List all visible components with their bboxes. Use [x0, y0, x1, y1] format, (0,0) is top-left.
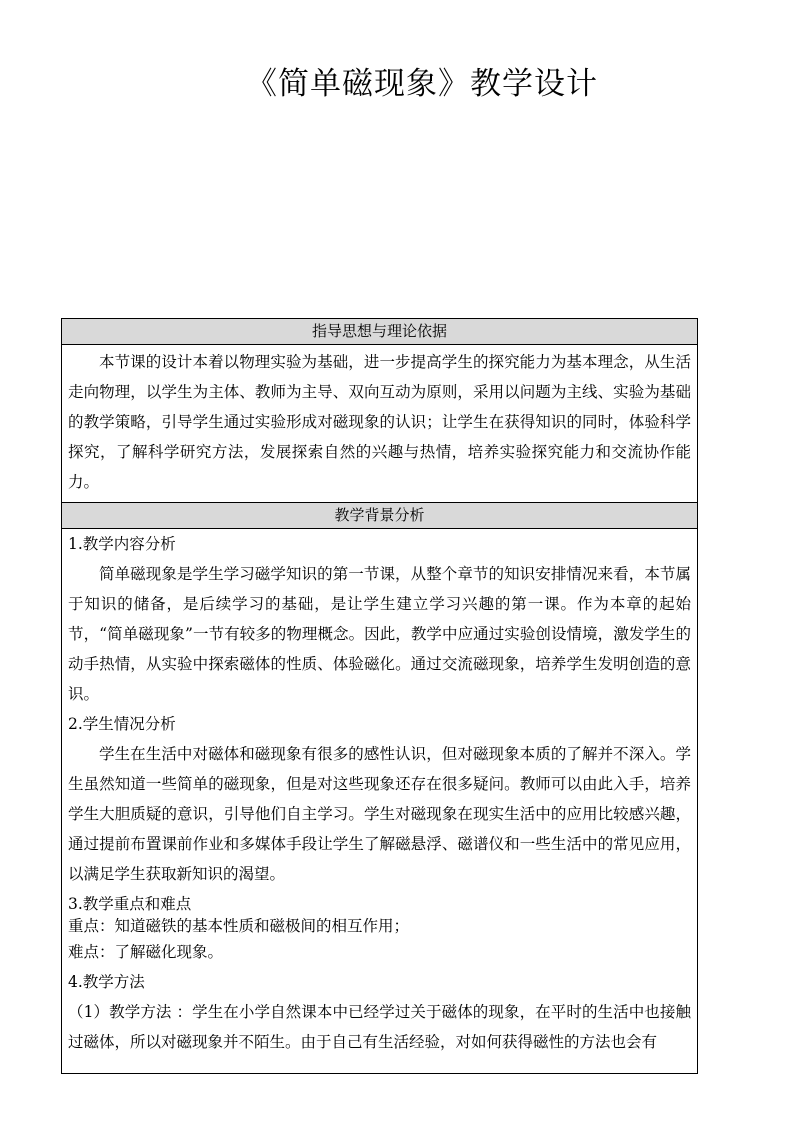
guiding-thought-paragraph: 本节课的设计本着以物理实验为基础，进一步提高学生的探究能力为基本理念，从生活走向物理，以学生为主体、教师为主导、双向互动为原则，采用以问题为主线、实验为基础的教学策略，引导学生通过实验形成对磁现象的认识；让学生在获得知识的同时，体验科学探究，了解科学研究方法，发展探索自然的兴趣与热情，培养实验探究能力和交流协作能力。 — [68, 353, 691, 491]
teaching-method-paragraph: （1）教学方法 ：学生在小学自然课本中已经学过关于磁体的现象，在平时的生活中也接触过磁体，所以对磁现象并不陌生。由于自己有生活经验，对如何获得磁性的方法也会有 — [68, 1003, 691, 1051]
student-analysis-paragraph: 学生在生活中对磁体和磁现象有很多的感性认识，但对磁现象本质的了解并不深入。学生虽然知道一些简单的磁现象，但是对这些现象还存在很多疑问。教师可以由此入手，培养学生大胆质疑的意识，引导他们自主学习。学生对磁现象在现实生活中的应用比较感兴趣，通过提前布置课前作业和多媒体手段让学生了解磁悬浮、磁谱仪和一些生活中的常见应用，以满足学生获取新知识的渴望。 — [68, 745, 691, 883]
subheading-content-analysis: 1.教学内容分析 — [68, 535, 176, 553]
document-title: 《简单磁现象》教学设计 — [246, 66, 598, 102]
key-point-text: 重点：知道磁铁的基本性质和磁极间的相互作用； — [68, 917, 410, 935]
section-body-teaching-background — [62, 529, 697, 1057]
content-analysis-paragraph: 简单磁现象是学生学习磁学知识的第一节课，从整个章节的知识安排情况来看，本节属于知识的储备，是后续学习的基础，是让学生建立学习兴趣的第一课。作为本章的起始节，“简单磁现象”一节有较多的物理概念。因此，教学中应通过实验创设情境，激发学生的动手热情，从实验中探索磁体的性质、体验磁化。通过交流磁现象，培养学生发明创造的意识。 — [68, 565, 691, 703]
section-body-guiding-thought — [62, 345, 697, 502]
subheading-student-analysis: 2.学生情况分析 — [68, 715, 176, 733]
subheading-teaching-method: 4.教学方法 — [68, 973, 145, 991]
subheading-key-difficult-points: 3.教学重点和难点 — [68, 895, 192, 913]
lesson-plan-table — [61, 318, 698, 1074]
difficult-point-text: 难点：了解磁化现象。 — [68, 943, 224, 961]
section-header-teaching-background: 教学背景分析 — [62, 502, 697, 529]
section-header-guiding-thought: 指导思想与理论依据 — [62, 319, 697, 345]
